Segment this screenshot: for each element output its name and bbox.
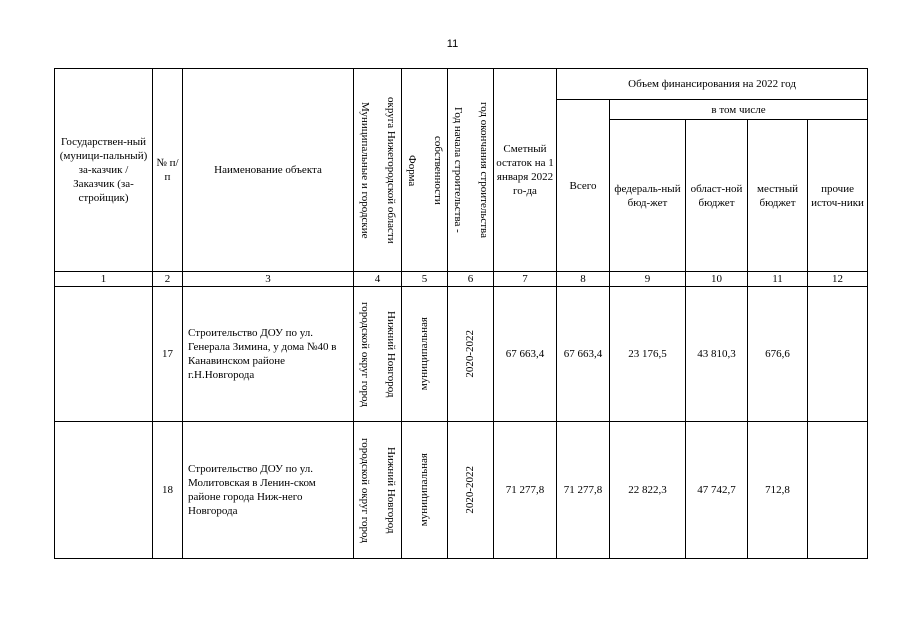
row-other: [808, 422, 868, 559]
row-federal: 23 176,5: [610, 287, 686, 422]
row-customer: [55, 422, 153, 559]
header-other: прочие источ-ники: [808, 120, 868, 272]
table-row: [55, 287, 868, 422]
row-regional: 47 742,7: [686, 422, 748, 559]
row-number: 18: [153, 422, 183, 559]
row-balance: 71 277,8: [494, 422, 557, 559]
header-years: Год начала строительства - год окончания строительства: [448, 69, 494, 272]
table-row: [55, 422, 868, 559]
header-object-name: Наименование объекта: [183, 69, 354, 272]
row-total: 67 663,4: [557, 287, 610, 422]
row-years: 2020-2022: [448, 287, 494, 422]
funding-table: [54, 68, 868, 559]
header-total: Всего: [557, 100, 610, 272]
row-district: городской округ город Нижний Новгород: [354, 287, 402, 422]
row-object-name: Строительство ДОУ по ул. Молитовская в Ленин-ском районе города Ниж-него Новгорода: [183, 422, 354, 559]
row-number: 17: [153, 287, 183, 422]
row-regional: 43 810,3: [686, 287, 748, 422]
header-customer: Государствен-ный (муници-пальный) за-казчик / Заказчик (за-стройщик): [55, 69, 153, 272]
header-district: Муниципальные и городские округа Нижегородской области: [354, 69, 402, 272]
column-number: 9: [610, 272, 686, 287]
row-ownership: муниципальная: [402, 287, 448, 422]
header-balance: Сметный остаток на 1 января 2022 го-да: [494, 69, 557, 272]
row-federal: 22 822,3: [610, 422, 686, 559]
row-local: 712,8: [748, 422, 808, 559]
column-number-row: [55, 272, 868, 287]
row-local: 676,6: [748, 287, 808, 422]
header-including: в том числе: [610, 100, 868, 120]
column-number: 12: [808, 272, 868, 287]
header-local: местный бюджет: [748, 120, 808, 272]
header-ownership: Форма собственности: [402, 69, 448, 272]
column-number: 6: [448, 272, 494, 287]
row-years: 2020-2022: [448, 422, 494, 559]
column-number: 8: [557, 272, 610, 287]
column-number: 11: [748, 272, 808, 287]
column-number: 3: [183, 272, 354, 287]
column-number: 7: [494, 272, 557, 287]
page-number: 11: [446, 38, 459, 50]
row-balance: 67 663,4: [494, 287, 557, 422]
row-customer: [55, 287, 153, 422]
header-federal: федераль-ный бюд-жет: [610, 120, 686, 272]
row-district: городской округ город Нижний Новгород: [354, 422, 402, 559]
row-other: [808, 287, 868, 422]
column-number: 4: [354, 272, 402, 287]
row-ownership: муниципальная: [402, 422, 448, 559]
header-funding-title: Объем финансирования на 2022 год: [557, 69, 868, 100]
row-object-name: Строительство ДОУ по ул. Генерала Зимина, у дома №40 в Канавинском районе г.Н.Новгорода: [183, 287, 354, 422]
header-regional: област-ной бюджет: [686, 120, 748, 272]
header-number: № п/п: [153, 69, 183, 272]
row-total: 71 277,8: [557, 422, 610, 559]
column-number: 10: [686, 272, 748, 287]
column-number: 1: [55, 272, 153, 287]
column-number: 2: [153, 272, 183, 287]
column-number: 5: [402, 272, 448, 287]
